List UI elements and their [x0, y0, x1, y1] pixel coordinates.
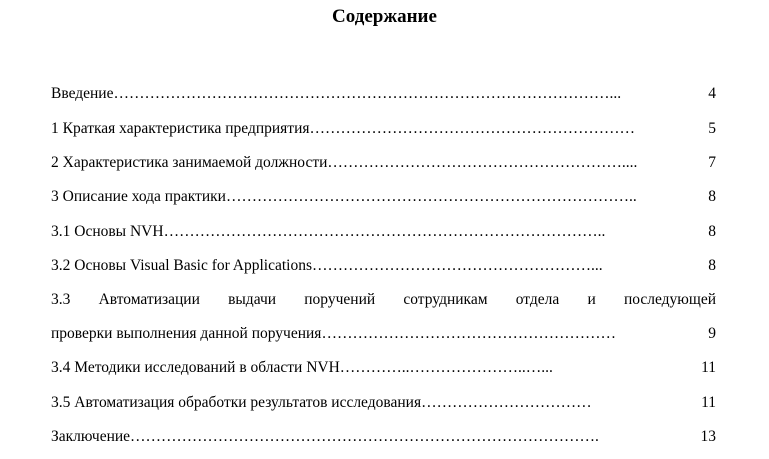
toc-entry-1[interactable]	[51, 119, 716, 139]
toc-leader-dots: ………………………………………………...	[312, 257, 603, 274]
toc-leader-dots: …………..…………………..…...	[339, 359, 553, 376]
toc-page-number: 11	[701, 394, 716, 411]
toc-leader-dots: ………………………………………………………	[309, 120, 635, 137]
toc-entry-3-3-line1[interactable]	[51, 290, 716, 310]
toc-entry-2[interactable]	[51, 153, 716, 173]
toc-leader-dots: ……………………………………………………………………………….	[130, 428, 599, 445]
toc-entry-label: 3.4 Методики исследований в области NVH	[51, 359, 340, 376]
toc-page-number: 8	[708, 257, 716, 274]
toc-page-number: 5	[708, 120, 716, 137]
toc-entry-3-4[interactable]	[51, 358, 716, 378]
toc-entry-label: 3.2 Основы Visual Basic for Applications	[51, 257, 313, 274]
toc-page-number: 4	[708, 85, 716, 102]
page-title: Содержание	[332, 6, 437, 27]
toc-entry-label: 3 Описание хода практики	[51, 188, 226, 205]
toc-page-number: 7	[708, 154, 716, 171]
toc-entry-3[interactable]	[51, 187, 716, 207]
toc-page-number: 8	[708, 223, 716, 240]
toc-entry-label: 3.5 Автоматизация обработки результатов исследования	[51, 394, 422, 411]
toc-leader-dots: ……………………………	[421, 394, 592, 411]
toc-leader-dots: …………………………………………………………………………..	[163, 223, 606, 240]
toc-entry-introduction[interactable]	[51, 84, 716, 104]
toc-entry-label: Заключение	[51, 428, 131, 445]
toc-leader-dots: ……………………………………………………………………..	[225, 188, 637, 205]
toc-page-number: 11	[701, 359, 716, 376]
toc-leader-dots: …………………………………………………	[321, 325, 616, 342]
toc-entry-3-2[interactable]	[51, 256, 716, 276]
toc-leader-dots: …………………………………………………....	[327, 154, 638, 171]
toc-entry-label: 1 Краткая характеристика предприятия	[51, 120, 310, 137]
toc-entry-conclusion[interactable]	[51, 427, 716, 447]
toc-leader-dots: ……………………………………………………………………………………...	[113, 85, 622, 102]
toc-entry-3-3-line2[interactable]	[51, 324, 716, 344]
toc-entry-3-5[interactable]	[51, 393, 716, 413]
toc-entry-label: 2 Характеристика занимаемой должности	[51, 154, 328, 171]
toc-entry-label: проверки выполнения данной поручения	[51, 325, 322, 342]
toc-entry-label: Введение	[51, 85, 114, 102]
toc-entry-3-1[interactable]	[51, 222, 716, 242]
toc-page-number: 13	[700, 428, 716, 445]
toc-entry-label: 3.3 Автоматизации выдачи поручений сотрудникам отдела и последующей	[51, 291, 716, 308]
toc-entry-label: 3.1 Основы NVH	[51, 223, 164, 240]
toc-page-number: 9	[708, 325, 716, 342]
toc-page-number: 8	[708, 188, 716, 205]
